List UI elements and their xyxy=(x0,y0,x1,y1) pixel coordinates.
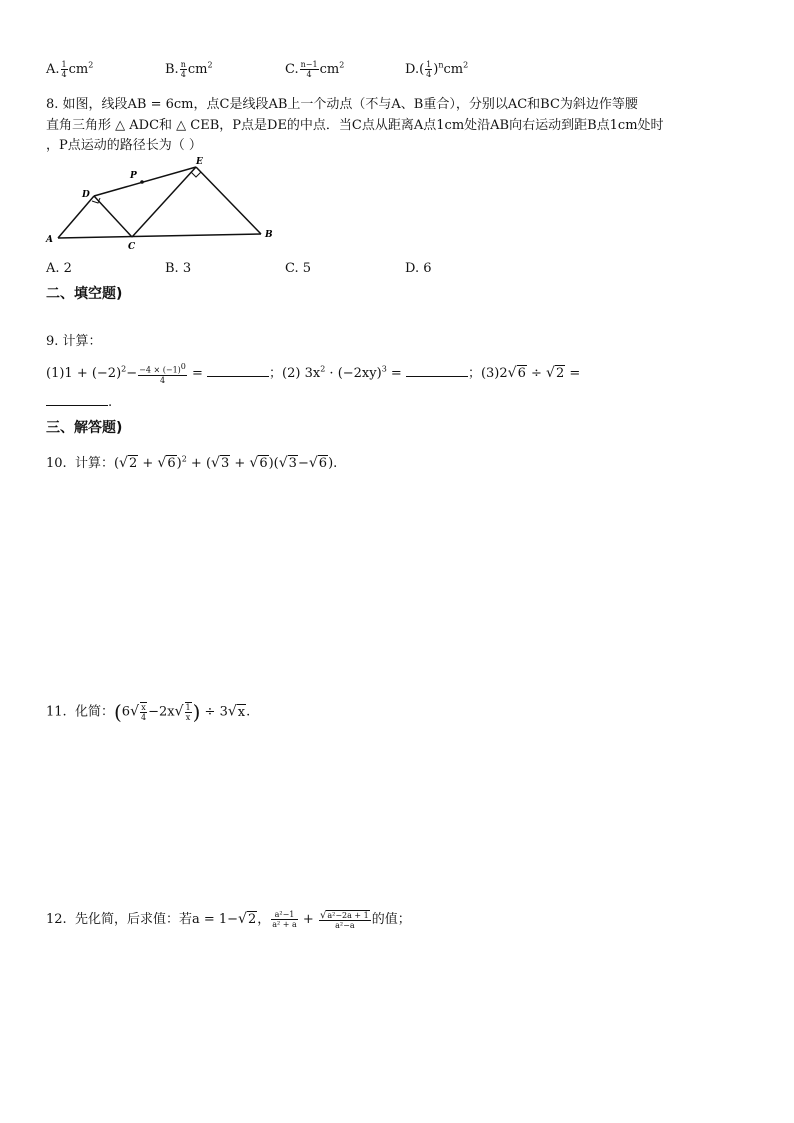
q8-option-a: A. 2 xyxy=(46,261,72,276)
q7-option-b: B. $\frac{n}{4}$ $cm^2$ xyxy=(165,60,213,79)
right-angle-e xyxy=(191,172,201,177)
q8-line-2: 直角三角形 △ ADC和 △ CEB，P点是DE的中点．当C点从距离A点1cm处沿AB向右运动到距B点1cm处时 xyxy=(46,118,664,133)
label-p: P xyxy=(130,171,137,181)
q8-line-3: ，P点运动的路径长为（ ） xyxy=(46,138,202,153)
label-e: E xyxy=(196,157,203,167)
q11-expression: 11. 化简：(6√ $\frac{x}{4}$ −2x√ $\frac{1}{x}$ ) ÷ 3√x. xyxy=(46,700,251,724)
q9-blank-3-line: . xyxy=(46,394,112,410)
label-d: D xyxy=(82,190,90,200)
q9-blank-3 xyxy=(46,394,108,406)
q9-expression: $(1)1 + (-2)^2-$ $\frac{-4 \times (-1)^0}{4}$ = ；(2) $3x^2 \cdot (-2xy)^3$ = ；(3)2√6 ÷ √2 = xyxy=(46,362,581,385)
q9-blank-1 xyxy=(207,365,269,377)
q8-option-c: C. 5 xyxy=(285,261,312,276)
section-fill-blank-heading: 二、填空题) xyxy=(46,286,123,302)
q10-expression: 10. 计算：$(√2 + √6)^2 + (√3 + √6)(√3-√6)$. xyxy=(46,454,338,471)
label-b: B xyxy=(265,230,273,240)
q8-line-1: 8. 如图，线段AB = 6cm，点C是线段AB上一个动点（不与A、B重合），分别以AC和BC为斜边作等腰 xyxy=(46,97,638,112)
label-c: C xyxy=(128,242,136,252)
q8-figure xyxy=(44,155,284,255)
segment-eb xyxy=(196,167,261,234)
q9-blank-2 xyxy=(406,365,468,377)
label-a: A xyxy=(46,235,53,245)
point-p xyxy=(140,180,144,184)
segment-ad xyxy=(58,196,94,238)
q8-option-d: D. 6 xyxy=(405,261,432,276)
segment-ab xyxy=(58,234,261,238)
q7-option-a: A. $\frac{1}{4}$ $cm^2$ xyxy=(46,60,94,79)
q9-title: 9. 计算： xyxy=(46,334,102,349)
section-solve-heading: 三、解答题) xyxy=(46,420,123,436)
q7-option-c: C. $\frac{n-1}{4}$ $cm^2$ xyxy=(285,60,345,79)
q12-expression: 12. 先化简，后求值：若a = 1−√2， $\frac{\text{a²−1}}{\text{a² + a}}$ + $\frac{\text{√a²−2a + 1}}{\text{a²−a}}$ 的值； xyxy=(46,909,411,930)
segment-dc xyxy=(94,196,132,237)
segment-ce xyxy=(132,167,196,237)
q7-option-d: D.( $\frac{1}{4}$ )$^ncm^2$ xyxy=(405,60,469,79)
q8-option-b: B. 3 xyxy=(165,261,192,276)
segment-de xyxy=(94,167,196,196)
